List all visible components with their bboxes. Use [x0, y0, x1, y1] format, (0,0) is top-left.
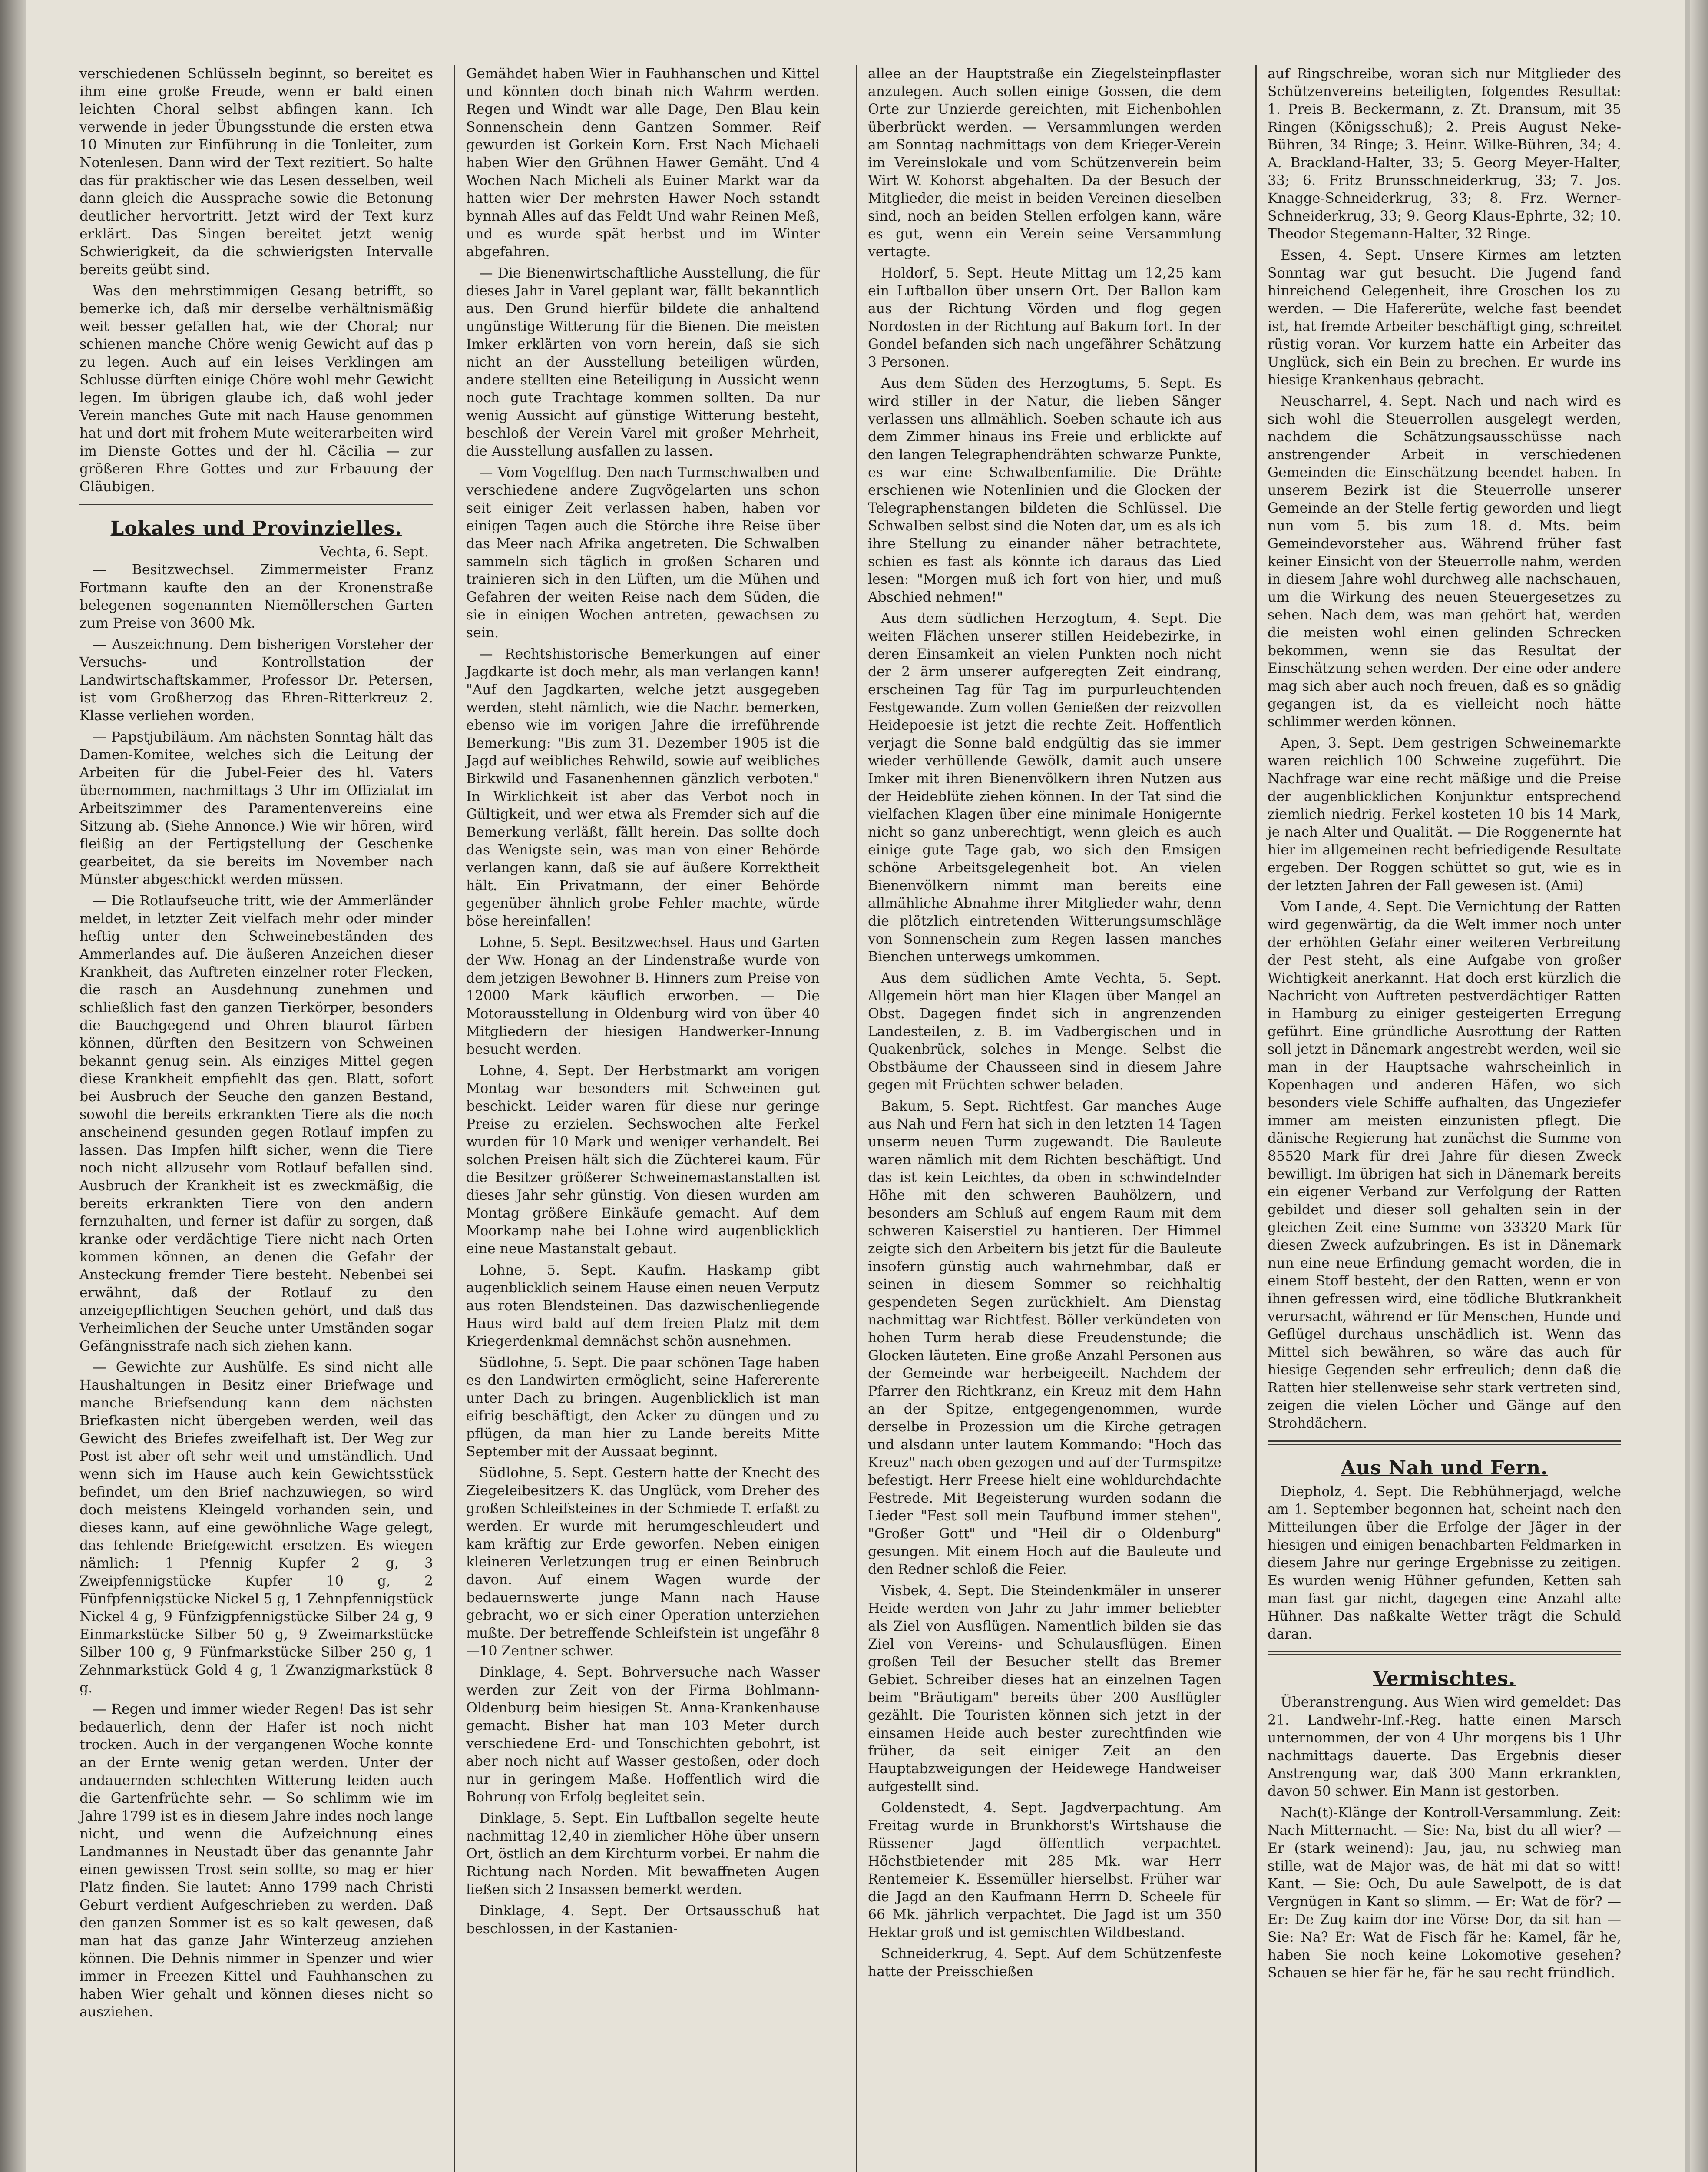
article-paragraph: — Besitzwechsel. Zimmermeister Franz Fortmann kaufte den an der Kronenstraße belegenen sogenannten Niemöllerschen Garten zum Preise von 3600 Mk.	[79, 562, 433, 631]
article-paragraph: Essen, 4. Sept. Unsere Kirmes am letzten Sonntag war gut besucht. Die Jugend fand hinreichend Gelegenheit, ihre Groschen los zu werden. — Die Hafererüte, welche fast beendet ist, hat fremde Arbeiter beschäftigt ging, schreitet rüstig voran. Vor kurzem hatte ein Arbeiter das Unglück, sich ein Bein zu brechen. Er wurde ins hiesige Krankenhaus gebracht.	[1268, 248, 1621, 388]
column-4	[1264, 65, 1625, 2172]
article-paragraph: Bakum, 5. Sept. Richtfest. Gar manches Auge aus Nah und Fern hat sich in den letzten 14 Tagen unserm neuen Turm zugewandt. Die Bauleute waren nämlich mit dem Richten beschäftigt. Und das ist kein Leichtes, da oben in schwindelnder Höhe mit den schweren Bauhölzern, und besonders am Schluß auf engem Raum mit dem schweren Kaiserstiel zu hantieren. Der Himmel zeigte sich den Arbeitern bis jetzt für die Bauleute insofern günstig auch wahrnehmbar, daß er seinen in diesem Sommer so reichhaltig gespendeten Segen zurückhielt. Am Dienstag nachmittag war Richtfest. Böller verkündeten von hohen Turm herab diese Freudenstunde; die Glocken läuteten. Eine große Anzahl Personen aus der Gemeinde war herbeigeeilt. Nachdem der Pfarrer den Richtkranz, ein Kreuz mit dem Hahn an der Spitze, entgegengenommen, wurde derselbe in Prozession um die Kirche getragen und alsdann unter lautem Kommando: "Hoch das Kreuz" nach oben gezogen und auf der Turmspitze befestigt. Herr Freese hielt eine wohldurchdachte Festrede. Mit Begeisterung wurden sodann die Lieder "Fest soll mein Taufbund immer stehen", "Großer Gott" und "Heil dir o Oldenburg" gesungen. Mit einem Hoch auf die Bauleute und den Redner schloß die Feier.	[868, 1099, 1221, 1577]
newspaper-page	[26, 0, 1685, 2172]
article-paragraph: — Die Rotlaufseuche tritt, wie der Ammerländer meldet, in letzter Zeit vielfach mehr oder minder heftig unter den Schweinebeständen des Ammerlandes auf. Die äußeren Anzeichen dieser Krankheit, das Auftreten einzelner roter Flecken, die rasch an Ausdehnung zunehmen und schließlich fast den ganzen Tierkörper, besonders die Bauchgegend und Ohren blaurot färben können, dürften den Besitzern von Schweinen bekannt genug sein. Als einziges Mittel gegen diese Krankheit empfiehlt das gen. Blatt, sofort bei Ausbruch der Seuche den ganzen Bestand, sowohl die bereits erkrankten Tiere als die noch anscheinend gesunden gegen Rotlauf impfen zu lassen. Das Impfen hilft sicher, wenn die Tiere noch nicht allzusehr vom Rotlauf befallen sind. Ausbruch der Krankheit ist es zweckmäßig, die bereits erkrankten Tiere von den andern fernzuhalten, und ferner ist dafür zu sorgen, daß kranke oder verdächtige Tiere nicht nach Orten kommen können, an denen die Gefahr der Ansteckung fremder Tiere besteht. Nebenbei sei erwähnt, daß der Rotlauf zu den anzeigepflichtigen Seuchen gehört, und daß das Verheimlichen der Seuche unter Umständen sogar Gefängnisstrafe nach sich ziehen kann.	[79, 893, 433, 1354]
article-paragraph: Südlohne, 5. Sept. Gestern hatte der Knecht des Ziegeleibesitzers K. das Unglück, vom Dreher des großen Schleifsteines in der Schmiede T. erfaßt zu werden. Er wurde mit herumgeschleudert und kam kräftig zur Erde geworfen. Neben einigen kleineren Verletzungen trug er einen Beinbruch davon. Auf einem Wagen wurde der bedauernswerte junge Mann nach Hause gebracht, wo er sich einer Operation unterziehen mußte. Der betreffende Schleifstein ist ungefähr 8—10 Zentner schwer.	[466, 1465, 820, 1659]
column-rule	[1255, 65, 1257, 2172]
article-paragraph: Aus dem Süden des Herzogtums, 5. Sept. Es wird stiller in der Natur, die lieben Sänger verlassen uns allmählich. Soeben schaute ich aus dem Zimmer hinaus ins Freie und erblickte auf den langen Telegraphendrähten schwarze Punkte, es war eine Schwalbenfamilie. Die Drähte erschienen wie Notenlinien und die Glocken der Telegraphenstangen bildeten die Schlüssel. Die Schwalben selbst sind die Noten dar, um es als ich ihre Stellung zu einander näher betrachtete, schien es fast als könnte ich daraus das Lied lesen: "Morgen muß ich fort von hier, und muß Abschied nehmen!"	[868, 376, 1221, 605]
article-paragraph: — Regen und immer wieder Regen! Das ist sehr bedauerlich, denn der Hafer ist noch nicht trocken. Auch in der vergangenen Woche konnte an der Ernte wenig getan werden. Unter der andauernden schlechten Witterung leiden auch die Gartenfrüchte sehr. — So schlimm wie im Jahre 1799 ist es in diesem Jahre indes noch lange nicht, und wenn die Aufzeichnung eines Landmannes in Neustadt über das genannte Jahr einen gewissen Trost sein sollte, so mag er hier Platz finden. Sie lautet: Anno 1799 nach Christi Geburt verdient Aufgeschrieben zu werden. Daß den ganzen Sommer ist es so kalt gewesen, daß man hat das ganze Jahr Winterzeug anziehen können. Die Dehnis nimmer in Spenzer und wier immer in Freezen Kittel und Fauhhanschen zu haben Wier gehalt und können dieses nicht so ausziehen.	[79, 1702, 433, 2020]
article-paragraph: Was den mehrstimmigen Gesang betrifft, so bemerke ich, daß mir derselbe verhältnismäßig weit besser gefallen hat, wie der Choral; nur schienen manche Chöre wenig Gewicht auf das p zu legen. Auch auf ein leises Verklingen am Schlusse dürften einige Chöre wohl mehr Gewicht legen. Im übrigen glaube ich, daß wohl jeder Verein manches Gute mit nach Hause genommen hat und dort mit frohem Mute weiterarbeiten wird im Dienste Gottes und der hl. Cäcilia — zur größeren Ehre Gottes und zur Erbauung der Gläubigen.	[79, 283, 433, 495]
article-paragraph: — Die Bienenwirtschaftliche Ausstellung, die für dieses Jahr in Varel geplant war, fällt bekanntlich aus. Den Grund hierfür bildete die anhaltend ungünstige Witterung für die Bienen. Die meisten Imker erklärten von vorn herein, daß sie sich nicht an der Ausstellung beteiligen würden, andere stellten eine Beteiligung in Aussicht wenn noch gute Trachtage kommen sollten. Da nur wenig Aussicht auf günstige Witterung besteht, beschloß der Verein Varel mit großer Mehrheit, die Ausstellung ausfallen zu lassen.	[466, 265, 820, 459]
article-paragraph: Dinklage, 5. Sept. Ein Luftballon segelte heute nachmittag 12,40 in ziemlicher Höhe über unsern Ort, östlich an dem Kirchturm vorbei. Er nahm die Richtung nach Norden. Mit bewaffneten Augen ließen sich 2 Insassen bemerkt werden.	[466, 1811, 820, 1897]
article-paragraph: Neuscharrel, 4. Sept. Nach und nach wird es sich wohl die Steuerrollen ausgelegt werden, nachdem die Schätzungsausschüsse nach anstrengender Arbeit in verschiedenen Gemeinden die Einschätzung beendet haben. In unserem Bezirk ist die Steuerrolle unserer Gemeinde an der Stelle fertig geworden und liegt nun vom 5. bis zum 18. d. Mts. beim Gemeindevorsteher aus. Während früher fast keiner Einsicht von der Steuerrolle nahm, werden in diesem Jahre wohl durchweg alle nachschauen, um die Wirkung des neuen Steuergesetzes zu sehen. Nach dem, was man gehört hat, werden die meisten wohl einen gelinden Schrecken bekommen, wenn sie das Resultat der Einschätzung sehen werden. Der eine oder andere mag sich aber auch noch freuen, daß es so gnädig gegangen ist, da es vielleicht noch hätte schlimmer werden können.	[1268, 394, 1621, 730]
column-3	[864, 65, 1225, 2172]
article-paragraph: Visbek, 4. Sept. Die Steindenkmäler in unserer Heide werden von Jahr zu Jahr immer beliebter als Ziel von Ausflügen. Namentlich bilden sie das Ziel von Vereins- und Schulausflügen. Einen großen Teil der Besucher stellt das Bremer Gebiet. Schreiber dieses hat an einzelnen Tagen beim "Bräutigam" bereits über 200 Ausflügler gezählt. Die Touristen können sich jetzt in der einsamen Heide auch bester zurechtfinden wie früher, da seit einiger Zeit an den Hauptabzweigungen der Heidewege Handweiser aufgestellt sind.	[868, 1583, 1221, 1795]
section-divider	[1268, 1651, 1621, 1655]
column-rule	[856, 65, 857, 2172]
article-paragraph: Apen, 3. Sept. Dem gestrigen Schweinemarkte waren reichlich 100 Schweine zugeführt. Die Nachfrage war eine recht mäßige und die Preise der augenblicklichen Konjunktur entsprechend ziemlich niedrig. Ferkel kosteten 10 bis 14 Mark, je nach Alter und Qualität. — Die Roggenernte hat hier im allgemeinen recht befriedigende Resultate ergeben. Der Roggen schüttet so gut, wie es in der letzten Jahren der Fall gewesen ist. (Ami)	[1268, 735, 1621, 894]
article-paragraph: Überanstrengung. Aus Wien wird gemeldet: Das 21. Landwehr-Inf.-Reg. hatte einen Marsch unternommen, der von 4 Uhr morgens bis 1 Uhr nachmittags dauerte. Das Ergebnis dieser Anstrengung war, daß 300 Mann erkrankten, davon 50 schwer. Ein Mann ist gestorben.	[1268, 1695, 1621, 1799]
article-paragraph: Dinklage, 4. Sept. Der Ortsausschuß hat beschlossen, in der Kastanien-	[466, 1903, 820, 1937]
article-paragraph: Gemähdet haben Wier in Fauhhanschen und Kittel und könnten doch binah nich Wahrm werden. Regen und Windt war alle Dage, Den Blau kein Sonnenschein denn Gantzen Sommer. Reif gewurden ist Gorkein Korn. Erst Nach Michaeli haben Wier den Grühnen Hawer Gemäht. Und 4 Wochen Nach Micheli als Euiner Markt war da hatten wier Der mehrsten Hawer Noch sstandt bynnah Alles auf das Feldt Und wahr Reinen Meß, und es wurde spät herbst und im Winter abgefahren.	[466, 66, 820, 260]
section-divider	[1268, 1440, 1621, 1445]
dateline: Vechta, 6. Sept.	[319, 544, 429, 560]
article-paragraph: verschiedenen Schlüsseln beginnt, so bereitet es ihm eine große Freude, wenn er bald einen leichten Choral selbst abfingen kann. Ich verwende in jeder Übungsstunde die ersten etwa 10 Minuten zur Einführung in die Tonleiter, zum Notenlesen. Dann wird der Text rezitiert. So halte das für praktischer wie das Lesen desselben, weil dann gleich die Aussprache sowie die Betonung deutlicher hervortritt. Jetzt wird der Text kurz erklärt. Das Singen bereitet jetzt wenig Schwierigkeit, da die schwierigsten Intervalle bereits geübt sind.	[79, 66, 433, 278]
section-title-local: Lokales und Provinzielles.	[110, 517, 402, 540]
article-paragraph: — Papstjubiläum. Am nächsten Sonntag hält das Damen-Komitee, welches sich die Leitung der Arbeiten für die Jubel-Feier des hl. Vaters übernommen, nachmittags 3 Uhr im Offizialat im Arbeitszimmer des Paramentenvereins eine Sitzung ab. (Siehe Annonce.) Wie wir hören, wird fleißig an der Fertigstellung der Geschenke gearbeitet, da sie bereits im November nach Münster abgeschickt werden müssen.	[79, 729, 433, 887]
article-paragraph: Südlohne, 5. Sept. Die paar schönen Tage haben es den Landwirten ermöglicht, seine Hafererente unter Dach zu bringen. Augenblicklich ist man eifrig beschäftigt, den Acker zu düngen und zu pflügen, da man hier zu Lande bereits Mitte September mit der Aussaat beginnt.	[466, 1355, 820, 1460]
page-edge-right	[1690, 0, 1708, 2172]
column-rule	[454, 65, 455, 2172]
article-paragraph: Diepholz, 4. Sept. Die Rebhühnerjagd, welche am 1. September begonnen hat, scheint nach den Mitteilungen über die Erfolge der Jäger in der hiesigen und einigen benachbarten Feldmarken in diesem Jahre nur geringe Ergebnisse zu zeitigen. Es wurden wenig Hühner gefunden, Ketten sah man fast gar nicht, dagegen eine Anzahl alte Hühner. Das naßkalte Wetter trägt die Schuld daran.	[1268, 1484, 1621, 1642]
article-paragraph: Aus dem südlichen Amte Vechta, 5. Sept. Allgemein hört man hier Klagen über Mangel an Obst. Dagegen findet sich in angrenzenden Landesteilen, z. B. im Vadbergischen und in Quakenbrück, solches in Menge. Selbst die Obstbäume der Chausseen sind in diesem Jahre gegen mit Früchten schwer beladen.	[868, 970, 1221, 1093]
column-1	[76, 65, 437, 2172]
article-paragraph: Goldenstedt, 4. Sept. Jagdverpachtung. Am Freitag wurde in Brunkhorst's Wirtshause die Rüssener Jagd öffentlich verpachtet. Höchstbietender mit 285 Mk. war Herr Rentemeier K. Essemüller hierselbst. Früher war die Jagd an den Kaufmann Herrn D. Scheele für 66 Mk. jährlich verpachtet. Die Jagd ist um 350 Hektar groß und ist gemischten Wildbestand.	[868, 1800, 1221, 1940]
column-2	[463, 65, 823, 2172]
section-title-miscellaneous: Vermischtes.	[1373, 1668, 1516, 1690]
article-paragraph: — Vom Vogelflug. Den nach Turmschwalben und verschiedene andere Zugvögelarten uns schon seit einiger Zeit verlassen haben, haben vor einigen Tagen auch die Störche ihre Reise über das Meer nach Afrika angetreten. Die Schwalben sammeln sich täglich in großen Scharen und trainieren sich in den Lüften, um die Mühen und Gefahren der weiten Reise nach dem Süden, die sie in einigen Wochen antreten, gewachsen zu sein.	[466, 465, 820, 641]
article-paragraph: Lohne, 4. Sept. Der Herbstmarkt am vorigen Montag war besonders mit Schweinen gut beschickt. Leider waren für diese nur geringe Preise zu erzielen. Sechswochen alte Ferkel wurden für 10 Mark und weniger verhandelt. Bei solchen Preisen hält sich die Züchterei kaum. Für die Besitzer größerer Schweinemastanstalten ist dieses Jahr sehr günstig. Von diesen wurden am Montag größere Einkäufe gemacht. Auf dem Moorkamp nahe bei Lohne wird augenblicklich eine neue Mastanstalt gebaut.	[466, 1063, 820, 1257]
article-paragraph: Nach(t)-Klänge der Kontroll-Versammlung. Zeit: Nach Mitternacht. — Sie: Na, bist du all wier? — Er (stark weinend): Jau, jau, nu schwieg man stille, wat de Major was, de hät mi dat so witt! Kant. — Sie: Och, Du aule Sawelpott, de is dat Vergnügen in Kant so slimm. — Er: Wat de för? — Er: De Zug kaim dor ine Vörse Dor, da sit han — Sie: Na? Er: Wat de Fisch fär he: Kamel, fär he, haben Sie noch keine Lokomotive gesehen? Schauen se hier fär he, fär he sau recht fründlich.	[1268, 1805, 1621, 1981]
section-title-near-far: Aus Nah und Fern.	[1341, 1457, 1548, 1479]
article-paragraph: Dinklage, 4. Sept. Bohrversuche nach Wasser werden zur Zeit von der Firma Bohlmann-Oldenburg beim hiesigen St. Anna-Krankenhause gemacht. Bisher hat man 103 Meter durch verschiedene Erd- und Tonschichten gebohrt, ist aber noch nicht auf Wasser gestoßen, oder doch nur in geringem Maße. Hoffentlich wird die Bohrung von Erfolg begleitet sein.	[466, 1665, 820, 1805]
article-paragraph: auf Ringschreibe, woran sich nur Mitglieder des Schützenvereins beteiligten, folgendes Resultat: 1. Preis B. Beckermann, z. Zt. Dransum, mit 35 Ringen (Königsschuß); 2. Preis August Neke-Bühren, 34 Ringe; 3. Heinr. Wilke-Bühren, 34; 4. A. Brackland-Halter, 33; 5. Georg Meyer-Halter, 33; 6. Fritz Brunsschneiderkrug, 33; 7. Jos. Knagge-Schneiderkrug, 33; 8. Frz. Werner-Schneiderkrug, 33; 9. Georg Klaus-Ephrte, 32; 10. Theodor Stegemann-Halter, 32 Ringe.	[1268, 66, 1621, 242]
article-paragraph: — Rechtshistorische Bemerkungen auf einer Jagdkarte ist doch mehr, als man verlangen kann! "Auf den Jagdkarten, welche jetzt ausgegeben werden, steht nämlich, wie die Nachr. bemerken, ebenso wie im vorigen Jahre die irreführende Bemerkung: "Bis zum 31. Dezember 1905 ist die Jagd auf weibliches Rehwild, sowie auf weibliches Birkwild und Fasanenhennen gänzlich verboten." In Wirklichkeit ist aber das Verbot noch in Gültigkeit, und wer etwa als Fremder sich auf die Bemerkung verläßt, fällt herein. Das sollte doch das Wenigste sein, was man von einer Behörde verlangen kann, daß sie auf äußere Korrektheit hält. Ein Privatmann, der einer Behörde gegenüber ähnlich grobe Fehler machte, würde böse hereinfallen!	[466, 646, 820, 929]
article-paragraph: allee an der Hauptstraße ein Ziegelsteinpflaster anzulegen. Auch sollen einige Gossen, die dem Orte zur Unzierde gereichten, mit Eichenbohlen überbrückt werden. — Versammlungen werden am Sonntag nachmittags von dem Krieger-Verein im Vereinslokale und vom Schützenverein beim Wirt W. Kohorst abgehalten. Da der Besuch der Mitglieder, die meist in beiden Vereinen dieselben sind, noch an beiden Stellen erfolgen kann, wäre es gut, wenn ein Verein seine Versammlung vertagte.	[868, 66, 1221, 260]
page-edge-left	[0, 0, 26, 2172]
article-paragraph: Vom Lande, 4. Sept. Die Vernichtung der Ratten wird gegenwärtig, da die Welt immer noch unter der erhöhten Gefahr einer weiteren Verbreitung der Pest steht, als eine Aufgabe von großer Wichtigkeit anerkannt. Hat doch erst kürzlich die Nachricht von Auftreten pestverdächtiger Ratten in Hamburg zu einiger gesteigerten Erregung geführt. Eine gründliche Ausrottung der Ratten soll jetzt in Dänemark angestrebt werden, weil sie man in der Hauptsache wahrscheinlich in Kopenhagen und anderen Häfen, wo sich besonders viele Schiffe aufhalten, das Ungeziefer immer am meisten einzunisten pflegt. Die dänische Regierung hat zunächst die Summe von 85520 Mark für drei Jahre für diesen Zweck bewilligt. Im übrigen hat sich in Dänemark bereits ein eigener Verband zur Verfolgung der Ratten gebildet und dieser soll gehalten sein in der gleichen Zeit eine Summe von 33320 Mark für diesen Zweck aufzubringen. Es ist in Dänemark nun eine neue Erfindung gemacht worden, die in einem Stoff besteht, der den Ratten, wenn er von ihnen gefressen wird, eine tödliche Blutkrankheit verursacht, während er für Menschen, Hunde und Geflügel durchaus unschädlich ist. Wenn das Mittel sich bewähren, so wäre das auch für hiesige Gegenden sehr erfreulich; denn daß die Ratten hier stellenweise sehr stark vertreten sind, zeigen die vielen Löcher und Gänge auf den Strohdächern.	[1268, 899, 1621, 1431]
article-paragraph: Aus dem südlichen Herzogtum, 4. Sept. Die weiten Flächen unserer stillen Heidebezirke, in deren Einsamkeit an vielen Punkten noch nicht der 2 ärm unserer aufgeregten Zeit eindrang, erscheinen Tag für Tag im purpurleuchtenden Festgewande. Zum vollen Genießen der reizvollen Heidepoesie ist jetzt die rechte Zeit. Hoffentlich verjagt die Sonne bald endgültig das sie immer wieder verhüllende Gewölk, damit auch unsere Imker mit ihren Bienenvölkern ihren Nutzen aus der Heideblüte ziehen können. In der Tat sind die vielfachen Klagen über eine minimale Honigernte nicht so ganz unberechtigt, wenn gleich es auch einige gute Tage gab, wo sich den Emsigen schöne Arbeitsgelegenheit bot. An vielen Bienenvölkern nimmt man bereits eine allmähliche Abnahme ihrer Mitglieder wahr, denn die plötzlich eintretenden Witterungsumschläge von Sonnenschein zum Regen lassen manches Bienchen unterwegs umkommen.	[868, 611, 1221, 965]
section-divider	[79, 504, 433, 505]
article-paragraph: — Auszeichnung. Dem bisherigen Vorsteher der Versuchs- und Kontrollstation der Landwirtschaftskammer, Professor Dr. Petersen, ist vom Großherzog das Ehren-Ritterkreuz 2. Klasse verliehen worden.	[79, 637, 433, 724]
article-paragraph: Schneiderkrug, 4. Sept. Auf dem Schützenfeste hatte der Preisschießen	[868, 1946, 1221, 1980]
article-paragraph: — Gewichte zur Aushülfe. Es sind nicht alle Haushaltungen in Besitz einer Briefwage und manche Briefsendung kann dem nächsten Briefkasten nicht übergeben werden, weil das Gewicht des Briefes zweifelhaft ist. Der Weg zur Post ist aber oft sehr weit und umständlich. Und wenn sich im Hause auch kein Gewichtsstück befindet, um den Brief nachzuwiegen, so wird doch meistens Kleingeld vorhanden sein, und dieses kann, auf eine gewöhnliche Wage gelegt, das fehlende Briefgewicht ersetzen. Es wiegen nämlich: 1 Pfennig Kupfer 2 g, 3 Zweipfennigstücke Kupfer 10 g, 2 Fünfpfennigstücke Nickel 5 g, 1 Zehnpfennigstück Nickel 4 g, 9 Fünfzigpfennigstücke Silber 24 g, 9 Einmarkstücke Silber 50 g, 9 Zweimarkstücke Silber 100 g, 9 Fünfmarkstücke Silber 250 g, 1 Zehnmarkstück Gold 4 g, 1 Zwanzigmarkstück 8 g.	[79, 1360, 433, 1696]
article-paragraph: Holdorf, 5. Sept. Heute Mittag um 12,25 kam ein Luftballon über unsern Ort. Der Ballon kam aus der Richtung Vörden und flog gegen Nordosten in der Richtung auf Bakum fort. In der Gondel befanden sich nach ungefährer Schätzung 3 Personen.	[868, 265, 1221, 370]
article-paragraph: Lohne, 5. Sept. Besitzwechsel. Haus und Garten der Ww. Honag an der Lindenstraße wurde von dem jetzigen Bewohner B. Hinners zum Preise von 12000 Mark käuflich erworben. — Die Motorausstellung in Oldenburg wird von über 40 Mitgliedern der hiesigen Handwerker-Innung besucht werden.	[466, 935, 820, 1057]
article-paragraph: Lohne, 5. Sept. Kaufm. Haskamp gibt augenblicklich seinem Hause einen neuen Verputz aus roten Blendsteinen. Das dazwischenliegende Haus wird bald auf dem freien Platz mit dem Kriegerdenkmal demnächst schön ausnehmen.	[466, 1262, 820, 1349]
